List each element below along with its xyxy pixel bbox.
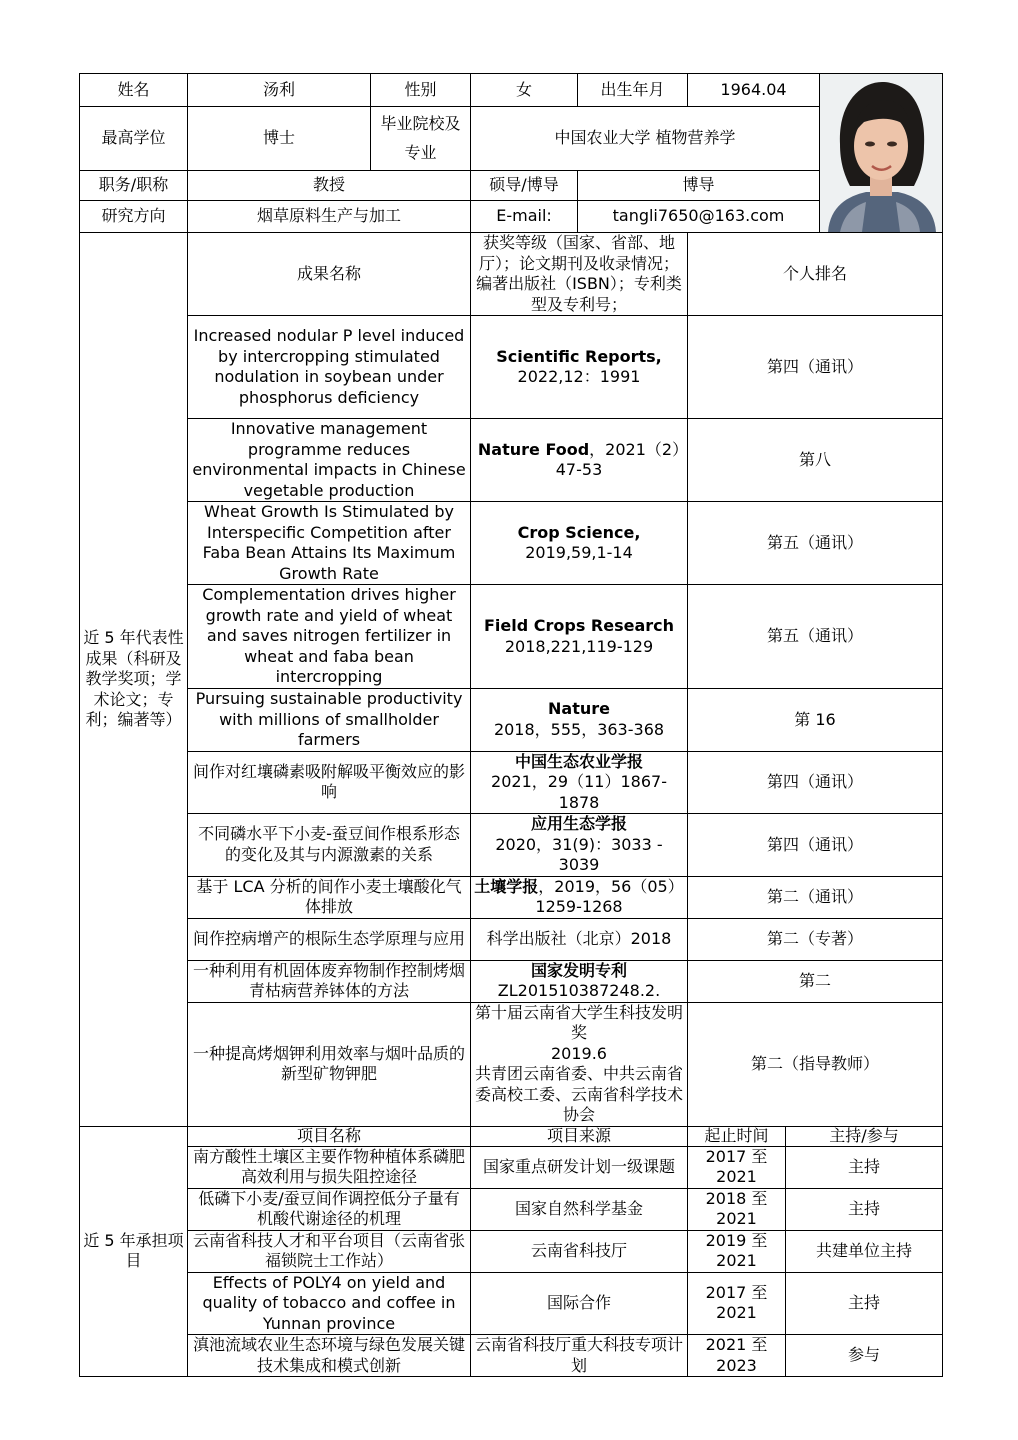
achievement-row bbox=[80, 751, 943, 814]
award-issuer: 共青团云南省委、中共云南省委高校工委、云南省科学技术协会 bbox=[474, 1064, 683, 1124]
achievement-source bbox=[471, 419, 688, 502]
journal-name: Crop Science, bbox=[517, 522, 641, 542]
research-label: 研究方向 bbox=[80, 201, 188, 233]
project-name: 南方酸性土壤区主要作物种植体系磷肥高效利用与损失阻控途径 bbox=[188, 1146, 471, 1188]
achievements-header-rank: 个人排名 bbox=[688, 233, 943, 316]
project-role: 主持 bbox=[786, 1272, 943, 1335]
achievement-rank: 第八 bbox=[688, 419, 943, 502]
achievement-name: Pursuing sustainable productivity with millions of smallholder farmers bbox=[188, 689, 471, 752]
achievement-source bbox=[471, 1002, 688, 1126]
achievement-rank: 第二（通讯） bbox=[688, 876, 943, 918]
achievement-rank: 第二 bbox=[688, 960, 943, 1002]
achievement-name: 基于 LCA 分析的间作小麦土壤酸化气体排放 bbox=[188, 876, 471, 918]
project-name: 滇池流域农业生态环境与绿色发展关键技术集成和模式创新 bbox=[188, 1335, 471, 1377]
project-period: 2017 至 2021 bbox=[688, 1146, 786, 1188]
achievement-source bbox=[471, 585, 688, 689]
achievement-rank: 第四（通讯） bbox=[688, 751, 943, 814]
achievement-name: Complementation drives higher growth rate and yield of wheat and saves nitrogen fertilizer in wheat and faba bean intercropping bbox=[188, 585, 471, 689]
achievement-name: 不同磷水平下小麦-蚕豆间作根系形态的变化及其与内源激素的关系 bbox=[188, 814, 471, 877]
achievement-name: 一种提高烤烟钾利用效率与烟叶品质的新型矿物钾肥 bbox=[188, 1002, 471, 1126]
achievement-row bbox=[80, 585, 943, 689]
project-row bbox=[80, 1272, 943, 1335]
project-row bbox=[80, 1335, 943, 1377]
achievement-row bbox=[80, 814, 943, 877]
achievement-row bbox=[80, 419, 943, 502]
birth-label: 出生年月 bbox=[578, 74, 688, 107]
project-row bbox=[80, 1188, 943, 1230]
journal-name: 应用生态学报 bbox=[530, 814, 627, 833]
journal-name: Nature Food bbox=[477, 439, 590, 459]
portrait-photo bbox=[820, 74, 942, 232]
journal-detail: ，2019，56（05）1259-1268 bbox=[535, 876, 684, 916]
achievement-name: Innovative management programme reduces environmental impacts in Chinese vegetable production bbox=[188, 419, 471, 502]
achievement-row bbox=[80, 918, 943, 960]
achievement-source bbox=[471, 876, 688, 918]
achievement-source bbox=[471, 918, 688, 960]
research-value: 烟草原料生产与加工 bbox=[188, 201, 471, 233]
achievement-source bbox=[471, 814, 688, 877]
projects-section-label: 近 5 年承担项目 bbox=[80, 1126, 188, 1377]
achievement-row bbox=[80, 876, 943, 918]
project-name: 低磷下小麦/蚕豆间作调控低分子量有机酸代谢途径的机理 bbox=[188, 1188, 471, 1230]
achievement-name: Wheat Growth Is Stimulated by Interspecific Competition after Faba Bean Attains Its Maximum Growth Rate bbox=[188, 502, 471, 585]
project-row bbox=[80, 1146, 943, 1188]
project-period: 2017 至 2021 bbox=[688, 1272, 786, 1335]
achievement-source bbox=[471, 960, 688, 1002]
projects-header-period: 起止时间 bbox=[688, 1126, 786, 1146]
project-source: 国家自然科学基金 bbox=[471, 1188, 688, 1230]
achievement-row bbox=[80, 689, 943, 752]
project-source: 国家重点研发计划一级课题 bbox=[471, 1146, 688, 1188]
gender-value: 女 bbox=[471, 74, 578, 107]
projects-header-role: 主持/参与 bbox=[786, 1126, 943, 1146]
patent-type: 国家发明专利 bbox=[530, 960, 627, 980]
school-value: 中国农业大学 植物营养学 bbox=[471, 106, 820, 170]
achievement-rank: 第五（通讯） bbox=[688, 502, 943, 585]
project-role: 主持 bbox=[786, 1188, 943, 1230]
degree-value: 博士 bbox=[188, 106, 371, 170]
journal-name: Scientific Reports, bbox=[496, 346, 662, 366]
project-period: 2021 至 2023 bbox=[688, 1335, 786, 1377]
name-value: 汤利 bbox=[188, 74, 371, 107]
profile-table bbox=[79, 73, 943, 1377]
projects-header-source: 项目来源 bbox=[471, 1126, 688, 1146]
email-value: tangli7650@163.com bbox=[578, 201, 820, 233]
title-value: 教授 bbox=[188, 170, 471, 201]
achievement-rank: 第二（专著） bbox=[688, 918, 943, 960]
achievement-rank: 第五（通讯） bbox=[688, 585, 943, 689]
supervisor-label: 硕导/博导 bbox=[471, 170, 578, 201]
achievement-row bbox=[80, 1002, 943, 1126]
project-role: 共建单位主持 bbox=[786, 1230, 943, 1272]
project-role: 主持 bbox=[786, 1146, 943, 1188]
achievement-name: 间作对红壤磷素吸附解吸平衡效应的影响 bbox=[188, 751, 471, 814]
journal-name: Nature bbox=[548, 699, 610, 719]
project-name: Effects of POLY4 on yield and quality of tobacco and coffee in Yunnan province bbox=[188, 1272, 471, 1335]
achievement-source bbox=[471, 689, 688, 752]
achievement-row bbox=[80, 960, 943, 1002]
project-source: 云南省科技厅重大科技专项计划 bbox=[471, 1335, 688, 1377]
project-period: 2018 至 2021 bbox=[688, 1188, 786, 1230]
gender-label: 性别 bbox=[371, 74, 471, 107]
achievements-section-label: 近 5 年代表性成果（科研及教学奖项；学术论文；专利；编著等） bbox=[80, 233, 188, 1127]
achievement-name: 间作控病增产的根际生态学原理与应用 bbox=[188, 918, 471, 960]
journal-detail: 2021，29（11）1867-1878 bbox=[491, 772, 667, 812]
achievement-source bbox=[471, 502, 688, 585]
achievement-source bbox=[471, 316, 688, 419]
journal-detail: 2019,59,1-14 bbox=[525, 543, 633, 562]
journal-name: Field Crops Research bbox=[483, 616, 675, 635]
birth-value: 1964.04 bbox=[688, 74, 820, 107]
project-source: 云南省科技厅 bbox=[471, 1230, 688, 1272]
achievement-rank: 第二（指导教师） bbox=[688, 1002, 943, 1126]
project-name: 云南省科技人才和平台项目（云南省张福锁院士工作站） bbox=[188, 1230, 471, 1272]
title-label: 职务/职称 bbox=[80, 170, 188, 201]
journal-detail: 2022,12：1991 bbox=[517, 367, 641, 386]
achievement-row bbox=[80, 502, 943, 585]
project-source: 国际合作 bbox=[471, 1272, 688, 1335]
project-row bbox=[80, 1230, 943, 1272]
degree-label: 最高学位 bbox=[80, 106, 188, 170]
journal-name: 中国生态农业学报 bbox=[514, 751, 643, 771]
achievement-rank: 第四（通讯） bbox=[688, 316, 943, 419]
award-year: 2019.6 bbox=[551, 1043, 607, 1063]
achievements-header-source: 获奖等级（国家、省部、地厅）；论文期刊及收录情况；编著出版社（ISBN）；专利类型及专利号； bbox=[471, 233, 688, 316]
achievement-rank: 第 16 bbox=[688, 689, 943, 752]
supervisor-value: 博导 bbox=[578, 170, 820, 201]
achievements-header-name: 成果名称 bbox=[188, 233, 471, 316]
journal-name: 土壤学报 bbox=[474, 876, 539, 896]
project-period: 2019 至 2021 bbox=[688, 1230, 786, 1272]
journal-detail: 2018，555，363-368 bbox=[493, 719, 665, 739]
projects-header-name: 项目名称 bbox=[188, 1126, 471, 1146]
name-label: 姓名 bbox=[80, 74, 188, 107]
achievement-name: Increased nodular P level induced by intercropping stimulated nodulation in soybean under phosphorus deficiency bbox=[188, 316, 471, 419]
photo-cell bbox=[820, 74, 943, 233]
journal-detail: 2018,221,119-129 bbox=[504, 636, 654, 656]
email-label: E-mail: bbox=[471, 201, 578, 233]
publisher-detail: 科学出版社（北京）2018 bbox=[486, 928, 672, 948]
project-role: 参与 bbox=[786, 1335, 943, 1377]
achievement-name: 一种利用有机固体废弃物制作控制烤烟青枯病营养钵体的方法 bbox=[188, 960, 471, 1002]
school-label: 毕业院校及专业 bbox=[371, 106, 471, 170]
patent-number: ZL201510387248.2. bbox=[497, 981, 661, 1000]
achievement-row bbox=[80, 316, 943, 419]
award-name: 第十届云南省大学生科技发明奖 bbox=[474, 1002, 683, 1042]
journal-detail: 2020，31(9)：3033 - 3039 bbox=[495, 834, 663, 874]
achievement-source bbox=[471, 751, 688, 814]
achievement-rank: 第四（通讯） bbox=[688, 814, 943, 877]
journal-detail: ，2021（2）47-53 bbox=[555, 439, 681, 479]
